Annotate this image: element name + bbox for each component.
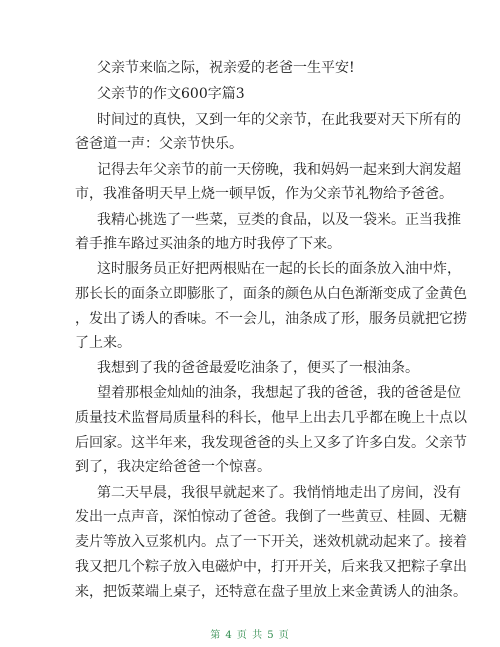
text-line: 望着那根金灿灿的油条，我想起了我的爸爸，我的爸爸是位 [97, 385, 461, 401]
text-line: 父亲节来临之际，祝亲爱的老爸一生平安! [97, 60, 355, 76]
text-line: 市，我准备明天早上烧一顿早饭，作为父亲节礼物给予爸爸。 [75, 186, 453, 202]
section-heading: 父亲节的作文600字篇3 [97, 86, 245, 102]
text-line: 质量技术监督局质量科的科长，他早上出去几乎都在晚上十点以 [75, 410, 467, 426]
text-line: 我又把几个粽子放入电磁炉中，打开开关，后来我又把粽子拿出 [75, 559, 467, 575]
text-line: 到了，我决定给爸爸一个惊喜。 [75, 459, 271, 475]
text-line: 麦片等放入豆浆机内。点了一下开关，迷效机就动起来了。接着 [75, 534, 467, 550]
text-line: 我想到了我的爸爸最爱吃油条了，便买了一根油条。 [97, 360, 419, 376]
text-line: 记得去年父亲节的前一天傍晚，我和妈妈一起来到大润发超 [97, 162, 461, 178]
text-line: 着手推车路过买油条的地方时我停了下来。 [75, 236, 341, 252]
text-line: 来，把饭菜端上桌子，还特意在盘子里放上来金黄诱人的油条。 [75, 584, 467, 600]
text-line: 第二天早晨，我很早就起来了。我悄悄地走出了房间，没有 [97, 485, 461, 501]
text-line: 我精心挑选了一些菜，豆类的食品，以及一袋米。正当我推 [97, 212, 461, 228]
text-line: ，发出了诱人的香味。不一会儿，油条成了形，服务员就把它捞 [75, 311, 467, 327]
text-line: 了上来。 [75, 335, 131, 351]
page-number-footer: 第 4 页 共 5 页 [210, 630, 290, 641]
text-line: 这时服务员正好把两根贴在一起的长长的面条放入油中炸， [97, 261, 461, 277]
text-line: 时间过的真快，又到一年的父亲节，在此我要对天下所有的 [97, 112, 461, 128]
text-line: 爸爸道一声：父亲节快乐。 [75, 136, 243, 152]
text-line: 那长长的面条立即膨胀了，面条的颜色从白色渐渐变成了金黄色 [75, 286, 467, 302]
text-line: 发出一点声音，深怕惊动了爸爸。我倒了一些黄豆、桂圆、无糖 [75, 509, 467, 525]
text-line: 后回家。这半年来，我发现爸爸的头上又多了许多白发。父亲节 [75, 435, 467, 451]
